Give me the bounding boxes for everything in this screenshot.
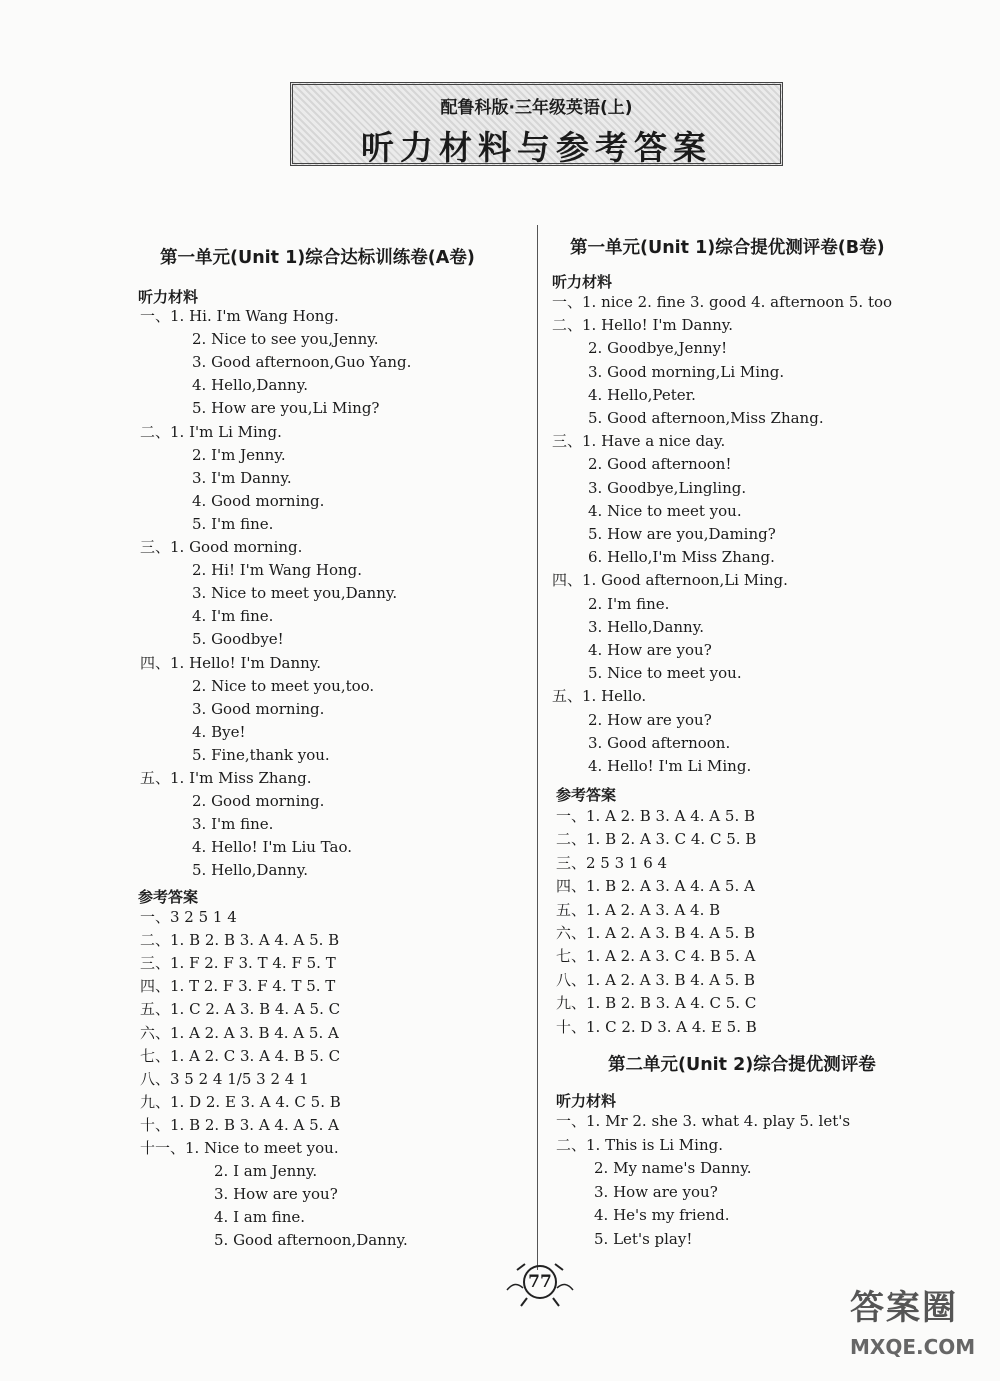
list-item: 5. Good afternoon,Danny. [214,1231,408,1250]
list-item: 二、1. B 2. B 3. A 4. A 5. B [140,931,340,950]
list-item: 2. Goodbye,Jenny! [588,339,728,358]
list-item: 4. Hello,Peter. [588,385,696,404]
watermark [850,1280,990,1370]
list-item: 5. I'm fine. [192,514,274,533]
header-banner [290,82,783,166]
list-item: 3. How are you? [594,1182,718,1201]
right-section-title: 第一单元(Unit 1)综合提优测评卷(B卷) [570,238,885,258]
list-item: 3. Good afternoon. [588,733,731,752]
list-item: 2. Nice to meet you,too. [192,676,375,695]
list-item: 三、2 5 3 1 6 4 [556,853,668,872]
list-item: 4. Hello! I'm Li Ming. [588,757,752,775]
left-answers-label: 参考答案 [138,888,199,906]
list-item: 5. Goodbye! [192,630,284,649]
list-item: 五、1. Hello. [552,687,647,706]
list-item: 九、1. B 2. B 3. A 4. C 5. C [556,994,757,1013]
list-item: 3. How are you? [214,1185,338,1204]
list-item: 五、1. I'm Miss Zhang. [140,769,312,787]
left-listening-label: 听力材料 [138,288,199,306]
column-divider [537,225,538,1270]
list-item: 4. Hello,Danny. [192,376,308,395]
unit2-section-title: 第二单元(Unit 2)综合提优测评卷 [608,1055,876,1075]
list-item: 十、1. C 2. D 3. A 4. E 5. B [556,1017,757,1036]
list-item: 5. Hello,Danny. [192,861,308,880]
list-item: 3. I'm Danny. [192,468,292,487]
list-item: 十一、1. Nice to meet you. [140,1139,339,1157]
list-item: 5. Nice to meet you. [588,664,742,683]
list-item: 4. I'm fine. [192,607,274,626]
list-item: 二、1. I'm Li Ming. [140,422,282,441]
list-item: 4. Hello! I'm Liu Tao. [192,838,353,857]
list-item: 三、1. Have a nice day. [552,432,726,451]
list-item: 4. He's my friend. [594,1206,730,1224]
list-item: 十、1. B 2. B 3. A 4. A 5. A [140,1115,340,1134]
list-item: 5. Fine,thank you. [192,745,330,764]
list-item: 4. I am fine. [214,1208,306,1227]
list-item: 五、1. A 2. A 3. A 4. B [556,900,721,919]
list-item: 2. My name's Danny. [594,1159,752,1177]
header-title: 听力材料与参考答案 [361,128,712,167]
list-item: 3. Hello,Danny. [588,617,704,636]
list-item: 五、1. C 2. A 3. B 4. A 5. C [140,1000,341,1019]
list-item: 2. Hi! I'm Wang Hong. [192,561,363,580]
unit2-listening-label: 听力材料 [556,1092,617,1110]
list-item: 六、1. A 2. A 3. B 4. A 5. B [556,924,756,942]
list-item: 2. Good morning. [192,792,325,811]
list-item: 5. Good afternoon,Miss Zhang. [588,409,824,427]
list-item: 二、1. This is Li Ming. [556,1135,723,1154]
list-item: 一、1. Mr 2. she 3. what 4. play 5. let's [556,1112,851,1130]
list-item: 3. Good morning. [192,699,325,718]
list-item: 5. How are you,Daming? [588,525,776,543]
list-item: 4. Bye! [192,722,246,741]
list-item: 四、1. T 2. F 3. F 4. T 5. T [140,977,336,996]
list-item: 2. I am Jenny. [214,1162,318,1181]
list-item: 3. Goodbye,Lingling. [588,478,747,497]
list-item: 5. Let's play! [594,1229,693,1248]
list-item: 2. I'm fine. [588,594,670,613]
list-item: 九、1. D 2. E 3. A 4. C 5. B [140,1092,341,1111]
list-item: 二、1. B 2. A 3. C 4. C 5. B [556,830,757,849]
list-item: 3. Good afternoon,Guo Yang. [192,353,412,372]
list-item: 六、1. A 2. A 3. B 4. A 5. A [140,1023,339,1042]
list-item: 5. How are you,Li Ming? [192,399,380,418]
list-item: 3. I'm fine. [192,815,274,834]
list-item: 4. Nice to meet you. [588,501,742,520]
list-item: 一、1. Hi. I'm Wang Hong. [140,307,339,325]
list-item: 四、1. Good afternoon,Li Ming. [552,571,788,590]
list-item: 四、1. Hello! I'm Danny. [140,653,322,672]
page-number-badge [505,1260,575,1310]
list-item: 七、1. A 2. A 3. C 4. B 5. A [556,947,756,966]
list-item: 3. Good morning,Li Ming. [588,362,785,381]
list-item: 一、3 2 5 1 4 [140,908,237,926]
list-item: 一、1. A 2. B 3. A 4. A 5. B [556,807,756,825]
watermark-logo: 答案圈 [850,1288,958,1328]
list-item: 二、1. Hello! I'm Danny. [552,316,734,335]
list-item: 2. Good afternoon! [588,455,732,474]
right-answers-label: 参考答案 [556,786,617,804]
list-item: 八、1. A 2. A 3. B 4. A 5. B [556,970,756,989]
list-item: 七、1. A 2. C 3. A 4. B 5. C [140,1046,341,1065]
list-item: 三、1. Good morning. [140,538,303,556]
list-item: 2. Nice to see you,Jenny. [192,330,379,349]
list-item: 三、1. F 2. F 3. T 4. F 5. T [140,954,336,973]
page-number: 77 [528,1272,552,1292]
list-item: 3. Nice to meet you,Danny. [192,584,398,603]
list-item: 2. I'm Jenny. [192,445,286,464]
left-section-title: 第一单元(Unit 1)综合达标训练卷(A卷) [160,248,475,268]
watermark-url: MXQE.COM [850,1335,976,1359]
list-item: 八、3 5 2 4 1/5 3 2 4 1 [140,1069,309,1088]
header-subtitle: 配鲁科版·三年级英语(上) [440,98,633,118]
list-item: 4. How are you? [588,641,712,659]
list-item: 四、1. B 2. A 3. A 4. A 5. A [556,877,755,896]
list-item: 2. How are you? [588,710,712,729]
right-listening-label: 听力材料 [552,273,613,291]
list-item: 一、1. nice 2. fine 3. good 4. afternoon 5. too [552,293,893,311]
list-item: 4. Good morning. [192,491,325,510]
list-item: 6. Hello,I'm Miss Zhang. [588,548,775,567]
